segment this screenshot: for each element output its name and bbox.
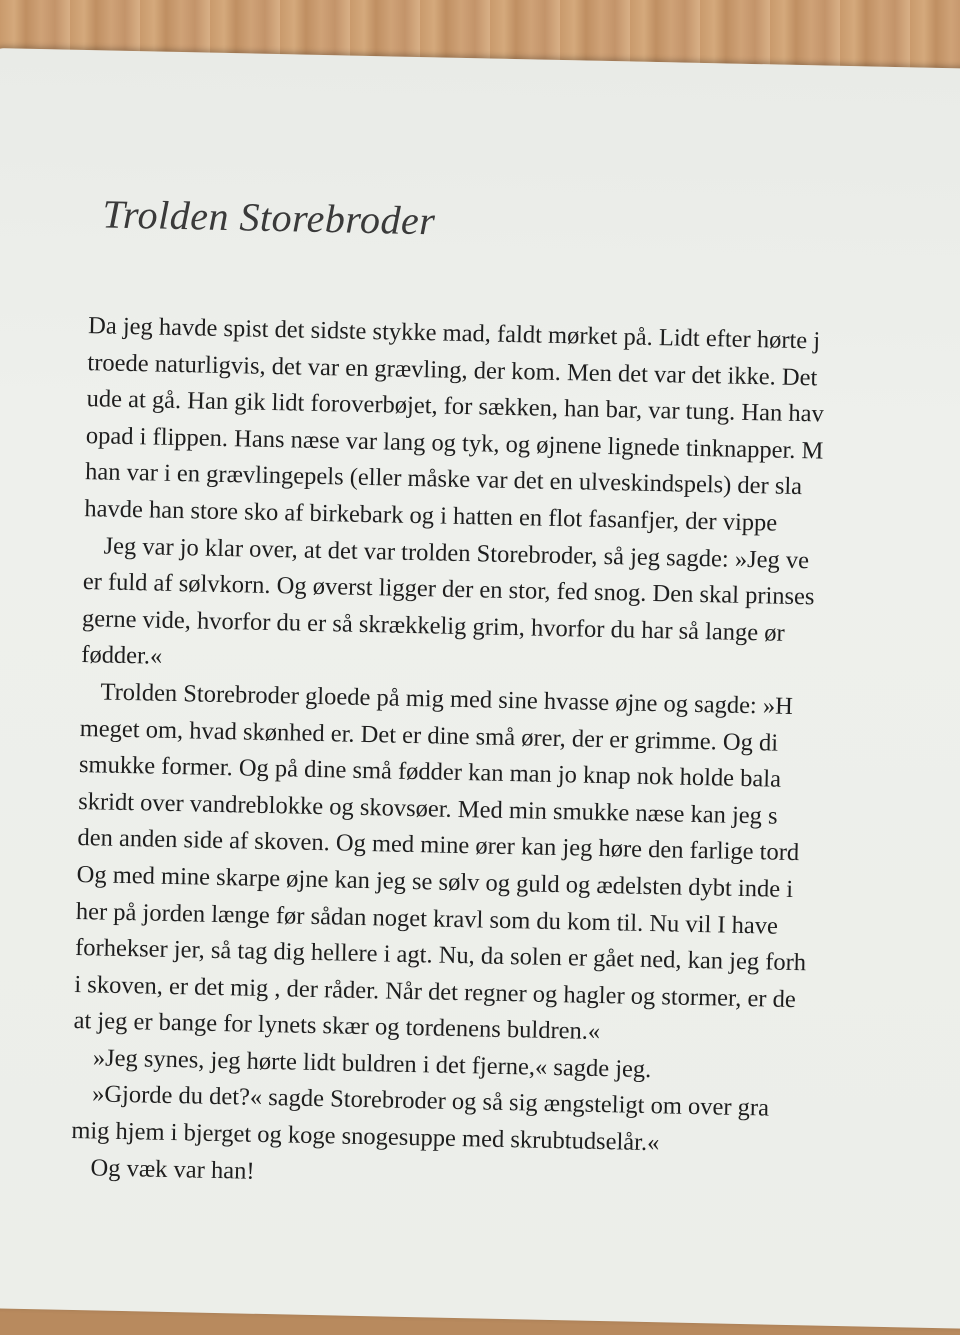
text-line: fødder.« xyxy=(81,641,163,671)
text-line: Og med mine skarpe øjne kan jeg se sølv og guld og ædelsten dybt inde i xyxy=(76,860,794,903)
text-line: smukke former. Og på dine små fødder kan man jo knap nok holde bala xyxy=(78,751,782,793)
text-line: Trolden Storebroder gloede på mig med sine hvasse øjne og sagde: »H xyxy=(100,678,794,720)
chapter-title: Trolden Storebroder xyxy=(102,191,436,244)
text-line: den anden side af skoven. Og med mine ører kan jeg høre den farlige tord xyxy=(77,824,800,867)
text-line: Da jeg havde spist det sidste stykke mad, faldt mørket på. Lidt efter hørte j xyxy=(87,312,821,355)
text-line: ude at gå. Han gik lidt foroverbøjet, for sækken, han bar, var tung. Han hav xyxy=(86,385,825,428)
text-line: havde han store sko af birkebark og i hatten en flot fasanfjer, der vippe xyxy=(84,495,778,537)
text-line: gerne vide, hvorfor du er så skrækkelig grim, hvorfor du har så lange ør xyxy=(81,604,786,647)
text-line: forhekser jer, så tag dig hellere i agt. Nu, da solen er gået ned, kan jeg forh xyxy=(74,934,807,977)
text-line: troede naturligvis, det var en grævling, der kom. Men det var det ikke. Det xyxy=(87,348,818,391)
book-page xyxy=(0,48,960,1329)
text-line: »Jeg synes, jeg hørte lidt buldren i det fjerne,« sagde jeg. xyxy=(92,1044,652,1083)
text-line: er fuld af sølvkorn. Og øverst ligger der en stor, fed snog. Den skal prinses xyxy=(82,568,815,611)
chapter-body xyxy=(70,308,960,1211)
text-line: »Gjorde du det?« sagde Storebroder og så sig ængsteligt om over gra xyxy=(91,1080,770,1123)
text-line: skridt over vandreblokke og skovsøer. Med min smukke næse kan jeg s xyxy=(77,787,778,830)
text-line: her på jorden længe før sådan noget kravl som du kom til. Nu vil I have xyxy=(75,897,779,940)
text-line: mig hjem i bjerget og koge snogesuppe med skrubtudselår.« xyxy=(71,1117,660,1157)
text-line: meget om, hvad skønhed er. Det er dine små ører, der er grimme. Og di xyxy=(79,714,779,757)
text-line: Og væk var han! xyxy=(90,1154,255,1185)
text-line: at jeg er bange for lynets skær og tordenens buldren.« xyxy=(73,1007,601,1046)
text-line: han var i en grævlingepels (eller måske var det en ulveskindspels) der sla xyxy=(84,458,803,501)
text-line: Jeg var jo klar over, at det var trolden Storebroder, så jeg sagde: »Jeg ve xyxy=(103,532,810,574)
text-line: opad i flippen. Hans næse var lang og tyk, og øjnene lignede tinknapper. M xyxy=(85,421,824,465)
text-line: i skoven, er det mig , der råder. Når det regner og hagler og stormer, er de xyxy=(74,970,797,1013)
